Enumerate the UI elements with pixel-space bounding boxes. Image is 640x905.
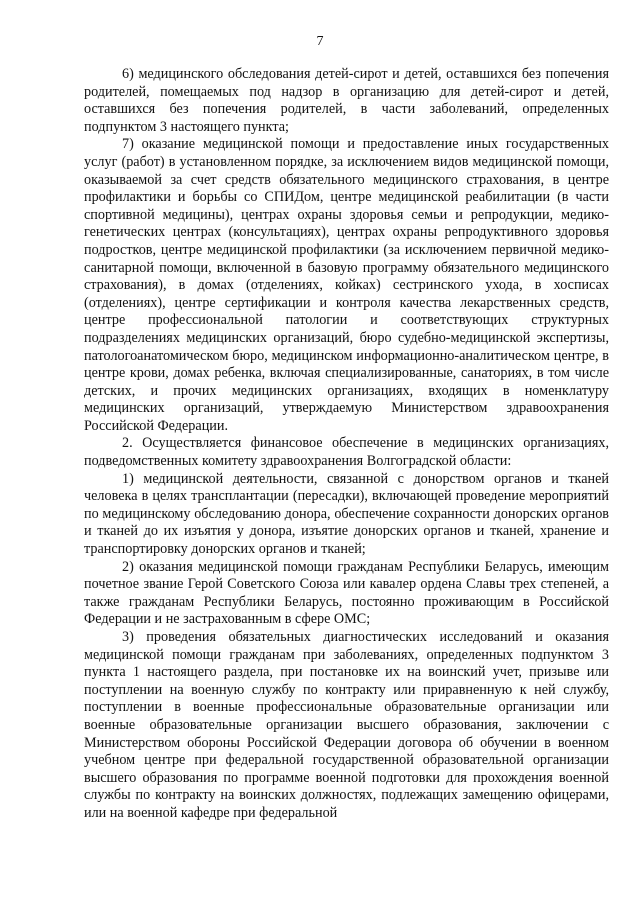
page-number: 7 bbox=[316, 34, 324, 49]
paragraph-subitem-2: 2) оказания медицинской помощи гражданам Республики Беларусь, имеющим почетное звание Герой Советского Союза или кавалер ордена Славы трех степеней, а также гражданам Республики Беларусь, постоянно проживающим в Российской Федерации и не застрахованным в сфере ОМС; bbox=[84, 558, 609, 628]
document-body bbox=[84, 66, 609, 823]
paragraph-item-7: 7) оказание медицинской помощи и предоставление иных государственных услуг (работ) в установленном порядке, за исключением видов медицинской помощи, оказываемой за счет средств обязательного медицинского страхования, в центре профилактики и борьбы со СПИДом, центре медицинской реабилитации (в части спортивной медицины), центрах охраны здоровья семьи и репродукции, медико-генетических центрах (консультациях), центрах охраны репродуктивного здоровья подростков, центре медицинской профилактики (за исключением первичной медико-санитарной помощи, включенной в базовую программу обязательного медицинского страхования), в домах (отделениях, койках) сестринского ухода, в хосписах (отделениях), центре сертификации и контроля качества лекарственных средств, центре профессиональной патологии и соответствующих структурных подразделениях медицинских организаций, бюро судебно-медицинской экспертизы, патологоанатомическом бюро, медицинском информационно-аналитическом центре, в центре крови, домах ребенка, включая специализированные, санаториях, в том числе детских, и прочих медицинских организациях, входящих в номенклатуру медицинских организаций, утверждаемую Министерством здравоохранения Российской Федерации. bbox=[84, 136, 609, 434]
paragraph-item-6: 6) медицинского обследования детей-сирот и детей, оставшихся без попечения родителей, помещаемых под надзор в организацию для детей-сирот и детей, оставшихся без попечения родителей, в части заболеваний, определенных подпунктом 3 настоящего пункта; bbox=[84, 66, 609, 135]
paragraph-section-2: 2. Осуществляется финансовое обеспечение в медицинских организациях, подведомственных комитету здравоохранения Волгоградской области: bbox=[84, 435, 609, 470]
paragraph-subitem-1: 1) медицинской деятельности, связанной с донорством органов и тканей человека в целях трансплантации (пересадки), включающей проведение мероприятий по медицинскому обследованию донора, обеспечение сохранности донорских органов и тканей до их изъятия у донора, изъятие донорских органов и тканей, хранение и транспортировку донорских органов и тканей; bbox=[84, 470, 609, 558]
paragraph-subitem-3: 3) проведения обязательных диагностических исследований и оказания медицинской помощи гражданам при заболеваниях, определенных подпунктом 3 пункта 1 настоящего раздела, при постановке их на воинский учет, призыве или поступлении на военную службу по контракту или приравненную к ней службу, поступлении в военные профессиональные образовательные организации или военные образовательные организации высшего образования, заключении с Министерством обороны Российской Федерации договора об обучении в военном учебном центре при федеральной государственной образовательной организации высшего образования по программе военной подготовки для прохождения военной службы по контракту на воинских должностях, подлежащих замещению офицерами, или на военной кафедре при федеральной bbox=[84, 629, 609, 821]
